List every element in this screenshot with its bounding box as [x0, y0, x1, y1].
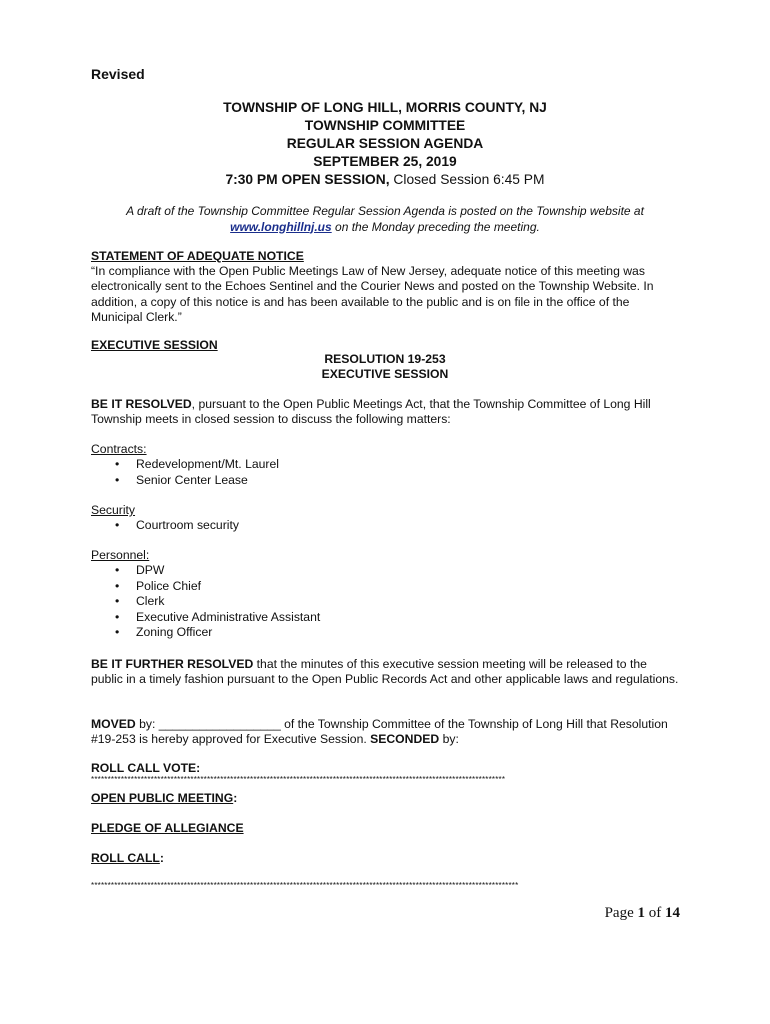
executive-session-heading: EXECUTIVE SESSION: [91, 338, 218, 352]
list-item: • DPW: [91, 563, 682, 579]
draft-line: A draft of the Township Committee Regular Session Agenda is posted on the Township website at: [126, 204, 644, 218]
seconded-lead: SECONDED: [370, 732, 440, 747]
roll-call-heading-row: [91, 851, 682, 865]
township-website-link[interactable]: www.longhillnj.us: [230, 219, 332, 234]
resolution-header: [0, 352, 770, 382]
open-meeting-heading: OPEN PUBLIC MEETING: [91, 791, 234, 805]
security-label: Security: [91, 503, 136, 517]
notice-body: “In compliance with the Open Public Meetings Law of New Jersey, adequate notice of this meeting was electronically sent to the Echoes Sentinel and the Courier News and posted on the Township Website. In addition, a copy of this notice is and has been available to the public and is on file in the office of the Municipal Clerk.”: [91, 264, 654, 324]
contracts-section: [91, 442, 682, 488]
list-item: • Clerk: [91, 594, 682, 610]
list-item: • Police Chief: [91, 579, 682, 595]
roll-call-heading: ROLL CALL: [91, 851, 160, 865]
seconded-text: by:: [439, 732, 459, 747]
security-list: [91, 518, 682, 534]
page-word: Page: [604, 905, 638, 921]
draft-line-rest: on the Monday preceding the meeting.: [331, 219, 540, 234]
title-line: TOWNSHIP COMMITTEE: [304, 118, 466, 133]
list-item: • Redevelopment/Mt. Laurel: [91, 457, 682, 473]
moved-text: by: __________________ of the Township Committee of the Township of Long Hill that Resolution #19-253 is hereby approved for Executive Session.: [91, 717, 668, 747]
resolved-text: , pursuant to the Open Public Meetings Act, that the Township Committee of Long Hill Township meets in closed session to discuss the following matters:: [91, 397, 651, 427]
separator-line: *********************************************************************************************************************************: [91, 881, 519, 890]
contracts-list: [91, 457, 682, 488]
personnel-label: Personnel:: [91, 548, 150, 562]
closed-session-time: Closed Session 6:45 PM: [389, 172, 545, 187]
notice-section: [91, 249, 682, 325]
further-resolved-text: that the minutes of this executive session meeting will be released to the public in a timely fashion pursuant to the Open Public Records Act and other applicable laws and regulations.: [91, 657, 679, 687]
security-section: [91, 503, 682, 534]
pledge-heading: PLEDGE OF ALLEGIANCE: [91, 821, 244, 835]
separator-line: *****************************************************************************************************************************: [91, 775, 506, 784]
title-line: TOWNSHIP OF LONG HILL, MORRIS COUNTY, NJ: [223, 100, 547, 115]
personnel-list: [91, 563, 682, 641]
list-item: • Zoning Officer: [91, 625, 682, 641]
draft-notice: [0, 204, 770, 235]
resolved-paragraph: [91, 397, 682, 427]
list-item: • Senior Center Lease: [91, 473, 682, 489]
page-total: 14: [665, 905, 680, 921]
resolution-title: EXECUTIVE SESSION: [321, 367, 449, 382]
roll-call-colon: :: [159, 851, 164, 865]
open-meeting-colon: :: [233, 791, 238, 805]
resolution-number: RESOLUTION 19-253: [324, 352, 446, 366]
agenda-title-block: [0, 99, 770, 189]
open-session-time: 7:30 PM OPEN SESSION,: [225, 172, 390, 187]
draft-line-2: [0, 220, 770, 236]
of-word: of: [645, 905, 665, 921]
further-resolved-lead: BE IT FURTHER RESOLVED: [91, 657, 254, 671]
notice-heading: STATEMENT OF ADEQUATE NOTICE: [91, 249, 304, 263]
resolved-lead: BE IT RESOLVED: [91, 397, 192, 411]
list-item: • Courtroom security: [91, 518, 682, 534]
further-resolved-paragraph: [91, 657, 682, 687]
page-footer: [605, 905, 680, 922]
open-meeting-heading-row: [91, 791, 682, 805]
roll-call-vote: ROLL CALL VOTE:: [91, 761, 201, 775]
moved-paragraph: [91, 717, 682, 747]
title-line: REGULAR SESSION AGENDA: [286, 136, 484, 151]
session-times: [0, 171, 770, 189]
title-line: SEPTEMBER 25, 2019: [313, 154, 457, 169]
personnel-section: [91, 548, 682, 641]
moved-lead: MOVED: [91, 717, 136, 731]
revised-label: Revised: [91, 66, 145, 82]
page-number: 1: [637, 905, 645, 921]
list-item: • Executive Administrative Assistant: [91, 610, 682, 626]
contracts-label: Contracts:: [91, 442, 147, 456]
